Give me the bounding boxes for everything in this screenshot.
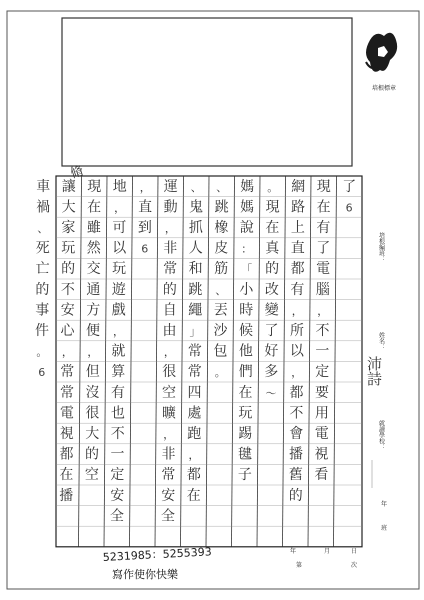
handwritten-char: 處 (187, 405, 202, 422)
handwritten-char: ， (188, 448, 200, 462)
handwritten-char: 直 (290, 240, 305, 257)
footer-slogan: 寫作使你快樂 (112, 568, 178, 581)
handwritten-char: 鬼 (189, 199, 204, 216)
handwritten-char: ， (61, 345, 73, 359)
handwritten-char: 通 (86, 281, 101, 298)
handwritten-char: 讓 (61, 178, 76, 195)
handwritten-char: 交 (86, 261, 101, 278)
handwritten-char: 常 (60, 364, 75, 381)
handwritten-char: 不 (315, 323, 330, 339)
handwritten-char: 小 (239, 281, 254, 298)
handwritten-char: 。 (267, 180, 279, 194)
handwritten-char: 亡 (35, 261, 50, 278)
handwritten-char: 丟 (213, 302, 228, 319)
handwritten-char: 家 (61, 220, 76, 236)
handwritten-char: 改 (264, 281, 279, 298)
handwritten-char: 都 (290, 261, 305, 278)
handwritten-char: 、 (190, 180, 202, 194)
handwritten-char: 在 (265, 220, 280, 236)
handwritten-char: 的 (61, 261, 76, 278)
handwritten-char: 要 (315, 384, 330, 401)
handwritten-char: 便 (86, 323, 101, 339)
handwritten-char: 現 (265, 199, 280, 216)
handwritten-char: 跳 (188, 281, 203, 298)
correction-mark: 6 (141, 242, 149, 256)
handwritten-char: 有 (290, 281, 305, 298)
handwritten-char: 看 (314, 467, 329, 484)
margin-note: 脩 (68, 163, 86, 182)
handwritten-char: 都 (186, 467, 201, 484)
handwritten-char: 用 (314, 405, 329, 422)
handwritten-char: 不 (60, 281, 75, 298)
handwritten-char: 橡 (214, 220, 229, 236)
handwritten-char: 了 (316, 240, 331, 257)
grade-label: 年 (381, 501, 388, 508)
handwritten-char: ， (291, 366, 303, 380)
handwritten-char: ， (87, 345, 99, 359)
handwritten-char: 的 (85, 446, 100, 463)
student-name: 沛詩 (365, 356, 383, 386)
handwritten-char: 、 (216, 180, 228, 194)
handwritten-char: 雖 (86, 220, 101, 236)
handwritten-char: 不 (110, 426, 125, 442)
handwritten-char: 電 (314, 426, 329, 442)
handwritten-char: 件 (35, 323, 50, 339)
handwritten-char: 的 (265, 261, 280, 278)
handwritten-char: 方 (86, 302, 101, 319)
times-label: 次 (351, 562, 358, 569)
handwritten-char: 非 (163, 240, 178, 257)
handwritten-char: 在 (87, 199, 102, 216)
handwritten-char: 的 (288, 487, 303, 504)
handwritten-char: 地 (112, 178, 127, 195)
peigen-logo (366, 33, 397, 72)
handwritten-char: 好 (264, 343, 279, 360)
handwritten-char: 會 (289, 426, 304, 442)
handwritten-char: 踢 (238, 426, 253, 442)
handwritten-char: 空 (162, 384, 177, 401)
handwritten-text (35, 178, 356, 525)
handwritten-char: 包 (213, 343, 228, 360)
handwritten-char: 舊 (288, 467, 303, 484)
handwritten-char: 玩 (238, 405, 253, 422)
handwritten-char: 空 (84, 467, 99, 484)
handwritten-char: 都 (59, 446, 74, 463)
handwritten-char: 運 (163, 178, 178, 195)
handwritten-char: 以 (112, 240, 127, 257)
handwritten-char: 腦 (315, 281, 330, 298)
handwritten-char: 也 (110, 405, 125, 422)
handwritten-char: 自 (162, 302, 177, 319)
logo-caption: 培根標章 (371, 85, 397, 92)
handwritten-char: 視 (314, 446, 329, 463)
handwritten-char: 安 (110, 487, 125, 504)
month-label: 月 (324, 548, 331, 555)
handwritten-char: 戲 (111, 302, 126, 319)
page-label: 第 (296, 562, 303, 569)
handwritten-char: 的 (162, 281, 177, 298)
correction-mark: 6 (345, 201, 353, 215)
handwritten-char: 都 (289, 384, 304, 401)
handwritten-char: 、 (37, 222, 49, 235)
handwritten-char: 在 (316, 199, 331, 216)
handwritten-char: 車 (36, 178, 51, 195)
handwritten-char: 。 (36, 345, 48, 359)
handwritten-char: 說 (239, 220, 254, 236)
class-unit-label: 班 (381, 525, 388, 532)
handwritten-char: 現 (316, 178, 331, 195)
handwritten-char: 電 (316, 261, 331, 278)
handwritten-char: 播 (289, 446, 304, 463)
handwritten-char: 定 (315, 364, 330, 381)
handwritten-char: 可 (112, 220, 127, 236)
handwritten-char: 一 (110, 446, 125, 463)
handwritten-char: 以 (289, 343, 304, 360)
handwritten-char: 網 (291, 178, 306, 195)
handwritten-char: 直 (138, 199, 153, 216)
handwritten-char: 媽 (240, 178, 255, 195)
handwritten-char: 所 (290, 323, 305, 339)
correction-mark: 6 (38, 366, 46, 380)
handwritten-char: 抓 (188, 220, 203, 236)
handwritten-char: 到 (137, 220, 152, 236)
handwritten-char: 有 (316, 220, 331, 236)
handwritten-char: ， (114, 201, 126, 215)
handwritten-char: 常 (161, 467, 176, 484)
handwritten-char: 在 (238, 384, 253, 401)
top-comment-box (62, 18, 352, 166)
handwritten-char: 人 (188, 240, 203, 257)
handwritten-char: 現 (87, 178, 102, 195)
handwritten-char: 他 (238, 343, 253, 360)
handwritten-char: 全 (161, 508, 176, 525)
handwritten-char: 沙 (213, 323, 228, 339)
handwritten-char: 但 (85, 364, 100, 381)
handwritten-char: 。 (214, 366, 226, 380)
handwritten-char: 算 (111, 364, 126, 381)
handwritten-char: ， (163, 345, 175, 359)
handwritten-char: 跳 (214, 199, 229, 216)
handwritten-char: 的 (35, 281, 50, 298)
handwritten-char: 一 (315, 343, 330, 360)
handwritten-char: ， (317, 304, 329, 318)
handwritten-char: 了 (342, 178, 357, 195)
handwritten-char: 沒 (85, 384, 100, 401)
handwritten-char: 定 (110, 467, 125, 484)
handwritten-char: ， (291, 304, 303, 318)
name-label: 姓名： (377, 332, 385, 350)
handwritten-char: 路 (291, 199, 306, 216)
year-label: 年 (290, 548, 297, 555)
handwritten-char: 常 (163, 261, 178, 278)
handwritten-char: 們 (238, 364, 253, 381)
handwritten-char: 了 (264, 323, 279, 339)
handwritten-char: ～ (265, 386, 277, 400)
handwritten-char: 常 (187, 364, 202, 381)
handwritten-char: 遊 (111, 281, 126, 298)
handwritten-char: 多 (264, 364, 279, 381)
handwritten-char: 毽 (238, 446, 253, 463)
handwritten-char: 繩 (188, 302, 203, 319)
handwritten-char: 「 (241, 263, 253, 277)
handwritten-char: 、 (215, 283, 227, 297)
handwritten-char: 全 (110, 508, 125, 525)
class-label: 培根編班： (377, 232, 385, 262)
handwritten-char: 筋 (214, 261, 229, 278)
handwritten-char: 曠 (161, 405, 176, 422)
handwritten-char: 電 (59, 405, 74, 422)
handwritten-char: 有 (111, 384, 126, 401)
handwritten-char: 事 (35, 302, 50, 319)
handwritten-char: 在 (59, 467, 74, 484)
handwritten-char: 四 (187, 384, 202, 401)
handwritten-char: 在 (186, 487, 201, 504)
handwritten-char: 皮 (214, 240, 229, 257)
handwritten-char: 死 (35, 240, 50, 257)
handwritten-char: 」 (189, 325, 201, 338)
handwritten-char: 安 (161, 487, 176, 504)
handwritten-char: 時 (239, 302, 254, 319)
handwritten-char: 變 (264, 302, 279, 319)
handwritten-char: 動 (163, 199, 178, 216)
handwritten-char: 玩 (61, 240, 76, 257)
handwritten-char: 不 (289, 405, 304, 422)
handwritten-char: 上 (290, 220, 305, 236)
day-label: 日 (351, 548, 358, 555)
handwritten-char: 播 (59, 487, 74, 504)
handwritten-char: 候 (239, 323, 254, 339)
handwritten-char: 常 (187, 343, 202, 360)
handwritten-char: 心 (60, 323, 75, 339)
handwritten-char: ： (241, 242, 253, 256)
handwritten-char: 媽 (240, 199, 255, 216)
handwritten-char: 就 (111, 343, 126, 360)
handwritten-char: ， (164, 222, 176, 235)
handwritten-char: 非 (161, 446, 176, 463)
handwritten-char: ， (113, 325, 125, 338)
handwritten-char: 大 (85, 426, 100, 442)
handwritten-char: 玩 (112, 261, 127, 278)
handwritten-char: 很 (162, 364, 177, 381)
handwritten-char: ， (163, 428, 175, 441)
handwritten-char: 然 (86, 240, 101, 257)
school-label: 就讀學校： (377, 420, 385, 450)
handwritten-char: 和 (188, 261, 203, 278)
handwritten-char: 子 (237, 467, 252, 484)
handwritten-char: 很 (85, 405, 100, 422)
handwritten-char: 常 (60, 384, 75, 401)
handwritten-char: 大 (61, 199, 76, 216)
handwritten-char: 跑 (187, 426, 202, 442)
handwritten-char: 真 (265, 240, 280, 257)
handwritten-char: 禍 (36, 199, 51, 216)
footer-code: 5231985：5255393 (102, 545, 212, 564)
handwritten-char: 安 (60, 302, 75, 319)
handwritten-char: 視 (59, 426, 74, 442)
handwritten-char: 由 (162, 323, 177, 339)
handwritten-char: ， (139, 180, 151, 194)
